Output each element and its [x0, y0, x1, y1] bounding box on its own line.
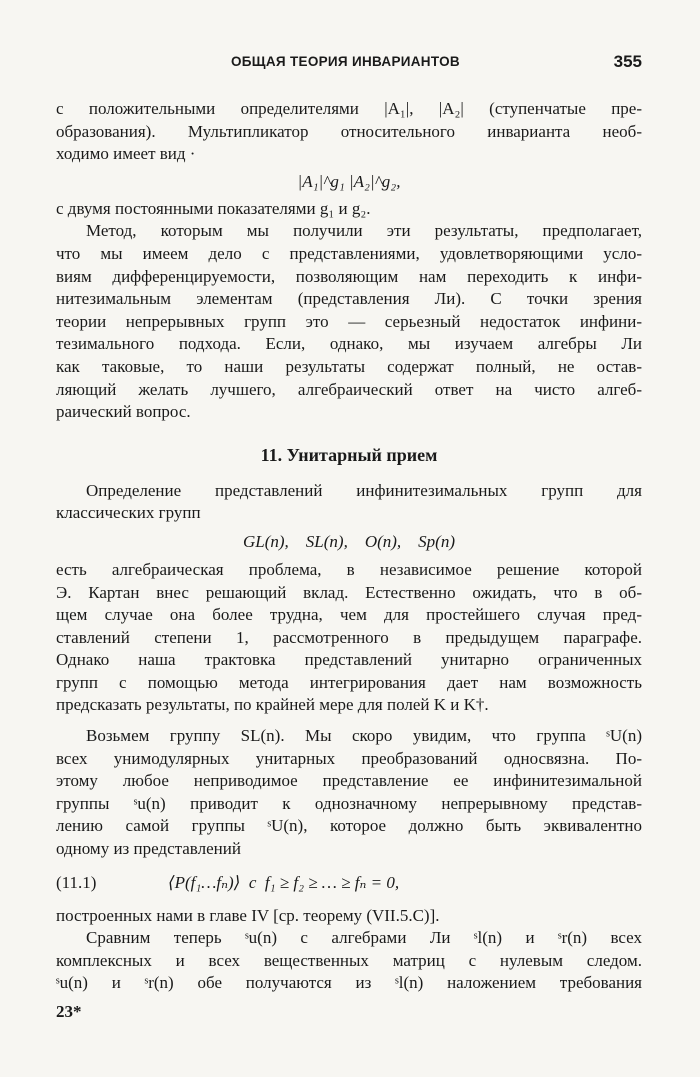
text-line: Однако наша трактовка представлений унитарно ограниченных	[56, 650, 642, 670]
text-line: классических групп	[56, 503, 201, 523]
text-line: есть алгебраическая проблема, в независимое решение которой	[56, 559, 642, 579]
text-line: ˢu(n) и ˢr(n) обе получаются из ˢl(n) наложением требования	[56, 973, 642, 993]
paragraph-3	[56, 480, 642, 525]
text-line: группы ˢu(n) приводит к однозначному непрерывному представ-	[56, 793, 642, 813]
equation-body: ⟨P(f₁…fₙ)⟩ с f₁ ≥ f₂ ≥ … ≥ fₙ = 0,	[168, 872, 400, 892]
paragraph-5	[56, 725, 642, 861]
text-line: щем случае она более трудна, чем для простейшего случая пред-	[56, 605, 642, 625]
formula-multiplicator: |A₁|^g₁ |A₂|^g₂,	[297, 171, 401, 191]
text-line: групп с помощью метода интегрирования дает нам возможность	[56, 672, 642, 692]
text-line: что мы имеем дело с представлениями, удовлетворяющими усло-	[56, 243, 642, 263]
signature-mark: 23*	[56, 1002, 82, 1021]
paragraph-4	[56, 559, 642, 717]
text-line: нитезимальным элементам (представления Ли). С точки зрения	[56, 289, 642, 309]
spacer	[56, 717, 642, 725]
equation-number: (11.1)	[56, 872, 97, 892]
text-line: этому любое неприводимое представление ее инфинитезимальной	[56, 771, 642, 791]
page-body	[56, 98, 642, 995]
text-line: как таковые, то наши результаты содержат полный, не остав-	[56, 356, 642, 376]
paragraph-1	[56, 98, 642, 166]
text-line: предсказать результаты, по крайней мере для полей K и K†.	[56, 695, 489, 715]
text-line: Возьмем группу SL(n). Мы скоро увидим, что группа ˢU(n)	[86, 726, 642, 746]
running-title: ОБЩАЯ ТЕОРИЯ ИНВАРИАНТОВ	[231, 54, 460, 69]
text-line: всех унимодулярных унитарных преобразований односвязна. По-	[56, 748, 642, 768]
page-header	[56, 50, 642, 80]
text-line: одному из представлений	[56, 839, 241, 859]
text-line: виям дифференцируемости, позволяющим нам переходить к инфи-	[56, 266, 642, 286]
text-line: теории непрерывных групп это — серьезный недостаток инфини-	[56, 311, 642, 331]
formula-classical-groups: GL(n), SL(n), O(n), Sp(n)	[242, 531, 455, 551]
text-line: раический вопрос.	[56, 402, 191, 422]
text-line: с двумя постоянными показателями g₁ и g₂.	[56, 198, 371, 218]
text-line: образования). Мультипликатор относительного инварианта необ-	[56, 121, 642, 141]
section-title: 11. Унитарный прием	[260, 444, 438, 465]
text-line: ходимо имеет вид ·	[56, 144, 196, 164]
text-line: комплексных и всех вещественных матриц с нулевым следом.	[56, 950, 642, 970]
text-line: ставлений степени 1, рассмотренного в предыдущем параграфе.	[56, 627, 642, 647]
text-line: Определение представлений инфинитезимальных групп для	[86, 480, 642, 500]
paragraph-6	[56, 927, 642, 995]
text-line: Метод, которым мы получили эти результаты, предполагает,	[86, 221, 642, 241]
text-line: с положительными определителями |A₁|, |A₂| (ступенчатые пре-	[56, 99, 642, 118]
page-number: 355	[613, 52, 642, 71]
text-line: Э. Картан внес решающий вклад. Естественно ожидать, что в об-	[56, 582, 642, 602]
paragraph-2	[56, 220, 642, 423]
equation-11-1	[56, 861, 642, 905]
text-line: построенных нами в главе IV [ср. теорему (VII.5.C)].	[56, 905, 440, 925]
text-line: Сравним теперь ˢu(n) с алгебрами Ли ˢl(n) и ˢr(n) всех	[86, 928, 642, 948]
text-line: ляющий желать лучшего, алгебраический ответ на чисто алгеб-	[56, 379, 642, 399]
text-line: тезимального подхода. Если, однако, мы изучаем алгебры Ли	[56, 334, 642, 354]
text-line: лению самой группы ˢU(n), которое должно быть эквивалентно	[56, 816, 642, 836]
